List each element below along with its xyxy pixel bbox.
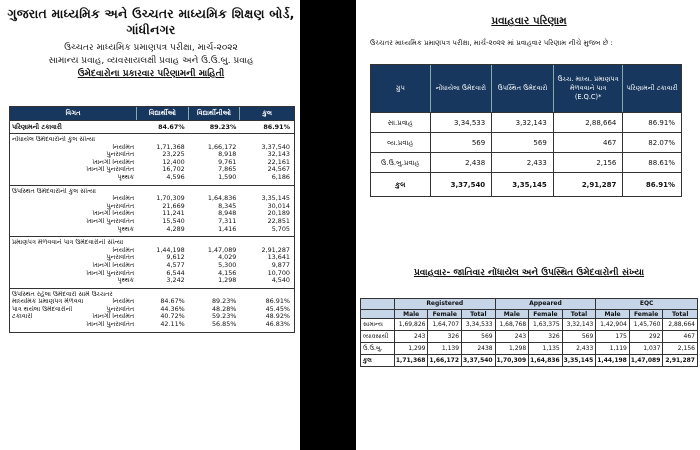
gender-row — [361, 318, 697, 330]
count-section — [10, 236, 294, 288]
result-row — [10, 120, 294, 133]
row-label: નિયમિત — [112, 298, 135, 306]
gender-cell: 292 — [630, 331, 664, 342]
row-total: 45.45% — [265, 304, 290, 313]
table-row — [10, 321, 294, 329]
table-row — [10, 195, 294, 203]
row-label-cell — [10, 321, 137, 329]
row-label: નિયમિત — [112, 195, 135, 203]
row-boys: 11,241 — [162, 209, 185, 218]
gender-table-title: પ્રવાહવાર- જાતિવાર નોંધાયેલ અને ઉપસ્થિત ઉમેદવારોની સંખ્યા — [413, 268, 645, 278]
gender-cell: 1,63,375 — [529, 319, 563, 330]
row-total: 2,91,287 — [261, 245, 290, 254]
row-label: ખાનગી પુનરાવર્તિત — [86, 321, 135, 329]
sub-col: Female — [428, 310, 462, 318]
gender-row-label: કુલ — [361, 355, 395, 366]
group-registered: Registered — [395, 299, 496, 309]
sub-col: Total — [563, 310, 597, 318]
row-label: ખાનગી નિયમિત — [92, 313, 135, 321]
row-boys: 9,612 — [166, 253, 185, 262]
row-label-cell — [10, 313, 137, 321]
gender-cell: 3,34,533 — [462, 319, 496, 330]
row-label: ખાનગી પુનરાવર્તિત — [86, 166, 135, 174]
row-label: ખાનગી નિયમિત — [92, 210, 135, 218]
gender-cell: 3,32,143 — [563, 319, 597, 330]
row-boys: 3,242 — [166, 276, 185, 285]
total-eqc: 2,91,287 — [554, 173, 624, 196]
col-boys: વિદ્યાર્થીઓ — [137, 107, 189, 120]
sub-col: Male — [395, 310, 429, 318]
stream-total-row — [371, 172, 681, 196]
row-total: 32,143 — [267, 150, 290, 159]
gender-cell: 1,64,836 — [529, 355, 563, 366]
gender-cell: 243 — [395, 331, 429, 342]
stream-group: ઉ.ઉ.બુ.પ્રવાહ — [371, 153, 431, 172]
row-girls: 89.23% — [211, 297, 237, 306]
row-girls: 8,345 — [218, 201, 237, 210]
row-total: 9,877 — [271, 260, 290, 269]
row-boys: 4,289 — [166, 224, 185, 233]
left-page — [4, 2, 298, 448]
stream-eqc: 2,88,664 — [554, 113, 624, 132]
table-row — [10, 277, 294, 285]
gender-cell: 1,44,198 — [596, 355, 630, 366]
gender-row-label: સામાન્ય — [361, 319, 395, 330]
table-row — [10, 270, 294, 278]
row-boys: 6,544 — [166, 268, 185, 277]
stream-percent: 88.61% — [648, 159, 675, 167]
gender-table — [360, 298, 698, 367]
gender-row-label: ઉ.ઉ.બુ. — [361, 343, 395, 354]
row-girls: 89.23% — [209, 123, 237, 131]
table-row — [10, 151, 294, 159]
count-section — [10, 133, 294, 185]
row-girls: 7,865 — [218, 165, 237, 174]
stream-eqc: 467 — [554, 133, 624, 152]
row-boys: 12,400 — [162, 157, 185, 166]
table-row — [10, 166, 294, 174]
row-boys: 84.67% — [160, 297, 185, 306]
pct-title-part: પાત્ર થયેલા ઉમેદવારોની — [12, 305, 73, 313]
row-label: નિયમિત — [112, 246, 135, 254]
gender-cell: 569 — [462, 331, 496, 342]
table-row — [10, 313, 294, 321]
table-row — [10, 159, 294, 167]
stream-appeared: 2,433 — [492, 153, 554, 172]
gender-total-row — [361, 354, 697, 366]
col-percent: પરિણામની ટકાવારી — [626, 84, 678, 93]
row-total: 3,35,145 — [261, 194, 290, 203]
row-label-cell — [10, 306, 137, 314]
row-label: ખાનગી નિયમિત — [92, 261, 135, 269]
pct-title-1: ઉપસ્થિત રહેલા ઉમેદવારો સામે ઉચ્ચતર — [12, 290, 113, 298]
row-total: 86.91% — [263, 123, 290, 131]
row-total: 13,641 — [267, 253, 290, 262]
total-registered: 3,37,540 — [431, 173, 493, 196]
gender-cell: 1,119 — [596, 343, 630, 354]
gender-cell: 2,156 — [677, 345, 695, 352]
gender-cell: 1,47,089 — [630, 355, 664, 366]
row-girls: 1,66,172 — [207, 142, 237, 151]
sub-col: Male — [596, 310, 630, 318]
gender-cell: 3,37,540 — [462, 355, 496, 366]
col-eqc: ઉચ્ચ. માધ્ય. પ્રમાણપત્ર મેળવવાને પાત્ર (E.Q.C)* — [554, 65, 624, 112]
sub-col: Female — [529, 310, 563, 318]
row-girls: 1,416 — [218, 224, 237, 233]
row-label-cell — [10, 298, 137, 306]
sub-col: Total — [462, 310, 496, 318]
row-label: ખાનગી નિયમિત — [92, 158, 135, 166]
row-girls: 8,948 — [218, 209, 237, 218]
row-girls: 48.28% — [211, 304, 237, 313]
row-boys: 44.36% — [160, 304, 185, 313]
gender-row — [361, 330, 697, 342]
row-label: પૃથ્થક — [117, 225, 135, 233]
gender-cell: 1,66,172 — [428, 355, 462, 366]
row-girls: 1,298 — [218, 276, 237, 285]
row-girls: 8,918 — [218, 150, 237, 159]
row-label: પૃથ્થક — [117, 173, 135, 181]
gender-cell: 175 — [596, 331, 630, 342]
row-boys: 4,596 — [166, 172, 185, 181]
sub-col: Female — [630, 310, 664, 318]
gender-cell: 1,69,826 — [395, 319, 429, 330]
group-appeared: Appeared — [496, 299, 597, 309]
gender-cell: 3,35,145 — [563, 355, 597, 366]
gender-cell: 2,88,664 — [668, 321, 695, 328]
row-total: 3,37,540 — [261, 142, 290, 151]
table-row — [10, 298, 294, 306]
total-appeared: 3,35,145 — [492, 173, 554, 196]
table-row — [10, 254, 294, 262]
row-total: 20,189 — [267, 209, 290, 218]
row-girls: 5,300 — [218, 260, 237, 269]
row-girls: 59.23% — [211, 312, 237, 321]
gender-cell: 1,037 — [630, 343, 664, 354]
row-boys: 23,225 — [162, 150, 185, 159]
group-eqc: EQC — [639, 300, 654, 307]
gender-sub-header — [361, 309, 697, 318]
table-row — [10, 174, 294, 182]
pct-section — [10, 288, 294, 332]
gender-cell: 1,139 — [428, 343, 462, 354]
board-title: ગુજરાત માધ્યમિક અને ઉચ્ચતર માધ્યમિક શિક્ષણ બોર્ડ, ગાંધીનગર — [7, 6, 295, 37]
table-row — [10, 210, 294, 218]
sub-blank — [361, 310, 395, 318]
row-total: 30,014 — [267, 201, 290, 210]
candidate-type-table — [9, 106, 295, 333]
row-total: 24,567 — [267, 165, 290, 174]
table-row — [10, 226, 294, 234]
gender-cell: 467 — [683, 333, 695, 340]
row-boys: 21,669 — [162, 201, 185, 210]
stream-appeared: 569 — [492, 133, 554, 152]
row-boys: 16,702 — [162, 165, 185, 174]
gender-cell: 1,299 — [395, 343, 429, 354]
row-label: ખાનગી પુનરાવર્તિત — [86, 217, 135, 225]
stream-row — [371, 132, 681, 152]
row-total: 48.92% — [265, 312, 290, 321]
gender-cell: 2438 — [462, 343, 496, 354]
streams-title: સામાન્ય પ્રવાહ, વ્યવસાયલક્ષી પ્રવાહ અને ઉ.ઉ.બુ. પ્રવાહ — [48, 56, 254, 66]
page-gutter — [300, 0, 356, 450]
row-label: પરિણામની ટકાવારી — [12, 123, 62, 131]
stream-result-table — [370, 64, 682, 197]
gender-cell: 1,71,368 — [395, 355, 429, 366]
gender-cell: 2,433 — [563, 343, 597, 354]
section-title: નોંધાયેલ ઉમેદવારોની કુલ સંખ્યા — [12, 136, 96, 143]
stream-row — [371, 112, 681, 132]
right-page — [360, 2, 698, 448]
table-header — [10, 107, 294, 120]
gender-cell: 1,298 — [496, 343, 530, 354]
row-total: 10,700 — [267, 268, 290, 277]
row-girls: 1,47,089 — [207, 245, 237, 254]
row-label: પુનરાવર્તિત — [106, 305, 135, 313]
col-detail: વિગત — [10, 107, 137, 120]
row-total: 4,540 — [271, 276, 290, 285]
row-boys: 1,44,198 — [156, 245, 185, 254]
table-row — [10, 144, 294, 152]
row-girls: 1,590 — [218, 172, 237, 181]
stream-group: વ્ય.પ્રવાહ — [371, 133, 431, 152]
stream-registered: 3,34,533 — [431, 113, 493, 132]
table-row — [10, 247, 294, 255]
section-title-row — [10, 136, 294, 144]
pct-title-part: માધ્યમિક પ્રમાણપત્ર મેળવવા — [12, 298, 84, 306]
stream-table-header — [371, 65, 681, 112]
row-total: 46.83% — [265, 320, 290, 329]
row-label: ખાનગી પુનરાવર્તિત — [86, 269, 135, 277]
exam-title: ઉચ્ચતર માધ્યમિક પ્રમાણપત્ર પરીક્ષા, માર્ચ-૨૦૨૨ — [64, 43, 238, 53]
stream-intro: ઉચ્ચતર માધ્યમિક પ્રમાણપત્ર પરીક્ષા, માર્ચ-૨૦૨૨ માં પ્રવાહવાર પરિણામ નીચે મુજબ છે : — [370, 39, 613, 47]
gender-cell: 1,42,904 — [596, 319, 630, 330]
table-row — [10, 306, 294, 314]
row-label: પુનરાવર્તિત — [106, 254, 135, 262]
sub-col: Total — [671, 311, 689, 318]
table-row — [10, 218, 294, 226]
row-boys: 1,70,309 — [156, 194, 185, 203]
gender-group-header — [361, 299, 697, 309]
row-label: પુનરાવર્તિત — [106, 202, 135, 210]
col-registered: નોંધાયેલા ઉમેદવારો — [431, 65, 493, 112]
gender-cell: 1,45,760 — [630, 319, 664, 330]
section-title-row — [10, 188, 294, 196]
total-percent: 86.91% — [645, 181, 675, 189]
table-row — [10, 262, 294, 270]
gender-cell: 326 — [428, 331, 462, 342]
row-girls: 56.85% — [211, 320, 237, 329]
gender-cell: 1,64,707 — [428, 319, 462, 330]
total-label: કુલ — [371, 173, 431, 196]
stream-registered: 569 — [431, 133, 493, 152]
gender-row-label: વ્યાવસાયી — [361, 331, 395, 342]
gender-cell: 2,91,287 — [665, 357, 695, 364]
stream-group: સા.પ્રવાહ — [371, 113, 431, 132]
section-title: ઉપસ્થિત ઉમેદવારોની કુલ સંખ્યા — [12, 187, 96, 195]
report-title: ઉમેદવારોના પ્રકારવાર પરિણામની માહિતી — [77, 69, 225, 79]
table-row — [10, 203, 294, 211]
row-girls: 1,64,836 — [207, 194, 237, 203]
col-girls: વિદ્યાર્થીનીઓ — [189, 107, 241, 120]
row-boys: 42.11% — [160, 320, 185, 329]
row-label: પૃથ્થક — [117, 277, 135, 285]
gender-cell: 1,68,768 — [496, 319, 530, 330]
count-section — [10, 185, 294, 237]
row-label: પુનરાવર્તિત — [106, 151, 135, 159]
row-total: 22,851 — [267, 216, 290, 225]
row-boys: 84.67% — [158, 123, 185, 131]
stream-registered: 2,438 — [431, 153, 493, 172]
stream-percent: 82.07% — [648, 139, 675, 147]
row-girls: 7,311 — [218, 216, 237, 225]
section-title-row — [10, 239, 294, 247]
col-appeared: ઉપસ્થિત ઉમેદવારો — [492, 65, 554, 112]
gender-cell: 243 — [496, 331, 530, 342]
gender-cell: 569 — [563, 331, 597, 342]
stream-eqc: 2,156 — [554, 153, 624, 172]
stream-row — [371, 152, 681, 172]
row-total: 22,161 — [267, 157, 290, 166]
row-total: 86.91% — [265, 297, 290, 306]
section-title: પ્રમાણપત્ર મેળવવાને પાત્ર ઉમેદવારોની સંખ્યા — [12, 239, 124, 247]
gender-cell: 1,135 — [529, 343, 563, 354]
row-boys: 15,540 — [162, 216, 185, 225]
sub-col: Male — [496, 310, 530, 318]
row-total: 6,186 — [271, 172, 290, 181]
row-girls: 4,029 — [218, 253, 237, 262]
row-label: નિયમિત — [112, 143, 135, 151]
row-boys: 4,577 — [166, 260, 185, 269]
col-group: ગ્રુપ — [371, 65, 431, 112]
gender-cell: 326 — [529, 331, 563, 342]
pct-title-part: ટકાવારી — [12, 313, 33, 321]
gender-cell: 1,70,309 — [496, 355, 530, 366]
row-girls: 9,761 — [218, 157, 237, 166]
row-girls: 4,156 — [218, 268, 237, 277]
stream-percent: 86.91% — [648, 119, 675, 127]
row-boys: 1,71,368 — [156, 142, 185, 151]
row-total: 5,705 — [271, 224, 290, 233]
stream-result-title: પ્રવાહવાર પરિણામ — [491, 15, 567, 27]
gender-row — [361, 342, 697, 354]
row-boys: 40.72% — [160, 312, 185, 321]
stream-appeared: 3,32,143 — [492, 113, 554, 132]
col-total: કુલ — [262, 109, 273, 117]
